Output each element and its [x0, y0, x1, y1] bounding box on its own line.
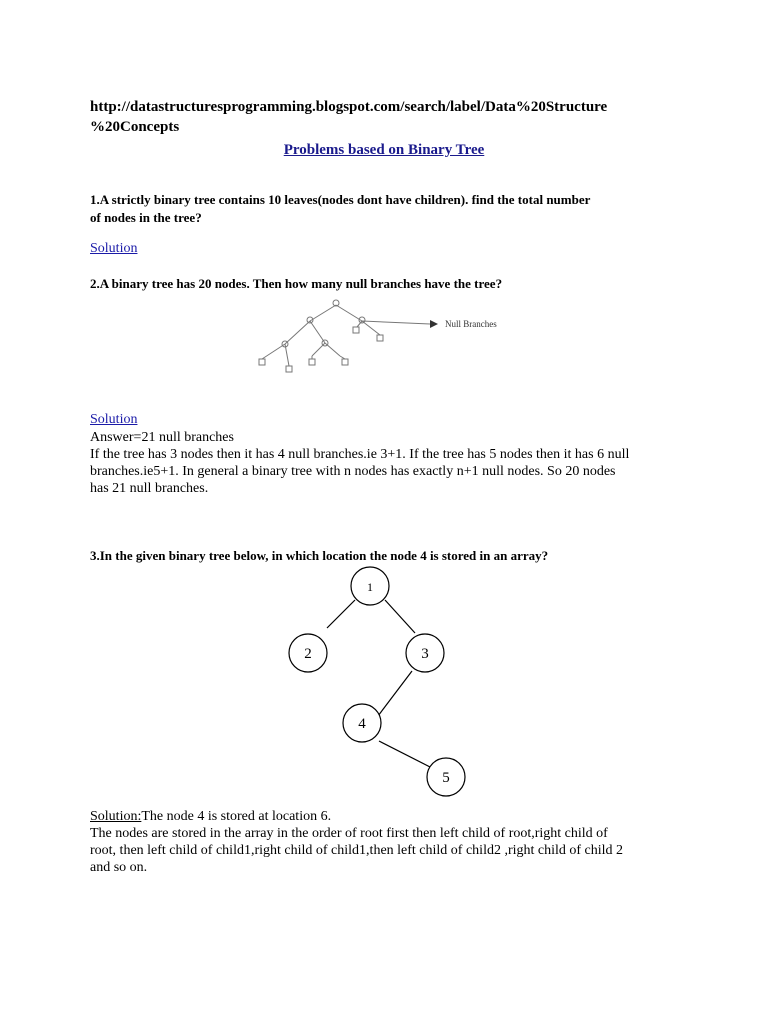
question-2-explanation: [90, 446, 680, 497]
tree-node-2-label: 2: [304, 646, 312, 662]
tree-node-3-label: 3: [421, 646, 429, 662]
null-branches-tree-figure: [250, 295, 530, 380]
question-3: 3.In the given binary tree below, in which location the node 4 is stored in an array?: [90, 548, 549, 563]
question-3-explanation-line: The nodes are stored in the array in the order of root first then left child of root,right child of: [90, 826, 608, 841]
question-2-explanation-line: branches.ie5+1. In general a binary tree with n nodes has exactly n+1 null nodes. So 20 nodes: [90, 464, 616, 479]
question-2: 2.A binary tree has 20 nodes. Then how many null branches have the tree?: [90, 276, 503, 291]
question-3-solution-text: The node 4 is stored at location 6.: [141, 809, 332, 824]
question-2-solution-link[interactable]: Solution: [90, 412, 138, 427]
question-3-explanation-line: and so on.: [90, 860, 148, 875]
question-3-solution: [90, 808, 680, 825]
question-3-explanation: [90, 825, 680, 876]
null-branches-label: Null Branches: [445, 319, 497, 329]
source-url-line1: http://datastructuresprogramming.blogspot.com/search/label/Data%20Structure: [90, 99, 608, 115]
arrow-icon: [430, 320, 438, 328]
question-1: [90, 191, 690, 227]
source-url-line2: %20Concepts: [90, 119, 180, 135]
question-1-line2: of nodes in the tree?: [90, 210, 202, 225]
tree-node-4-label: 4: [358, 716, 366, 732]
array-tree-figure: [280, 566, 480, 798]
question-2-answer: Answer=21 null branches: [90, 430, 234, 445]
source-url[interactable]: [90, 97, 730, 137]
tree-node-5-label: 5: [442, 770, 450, 786]
question-3-solution-label[interactable]: Solution:: [90, 809, 142, 824]
page-heading[interactable]: Problems based on Binary Tree: [283, 142, 485, 158]
tree-node-1-label: 1: [367, 580, 373, 594]
question-1-line1: 1.A strictly binary tree contains 10 leaves(nodes dont have children). find the total number: [90, 192, 591, 207]
question-1-solution-link[interactable]: Solution: [90, 241, 138, 256]
question-3-explanation-line: root, then left child of child1,right child of child1,then left child of child2 ,right child of child 2: [90, 843, 624, 858]
question-2-explanation-line: If the tree has 3 nodes then it has 4 null branches.ie 3+1. If the tree has 5 nodes then it has 6 null: [90, 447, 630, 462]
question-2-explanation-line: has 21 null branches.: [90, 481, 209, 496]
